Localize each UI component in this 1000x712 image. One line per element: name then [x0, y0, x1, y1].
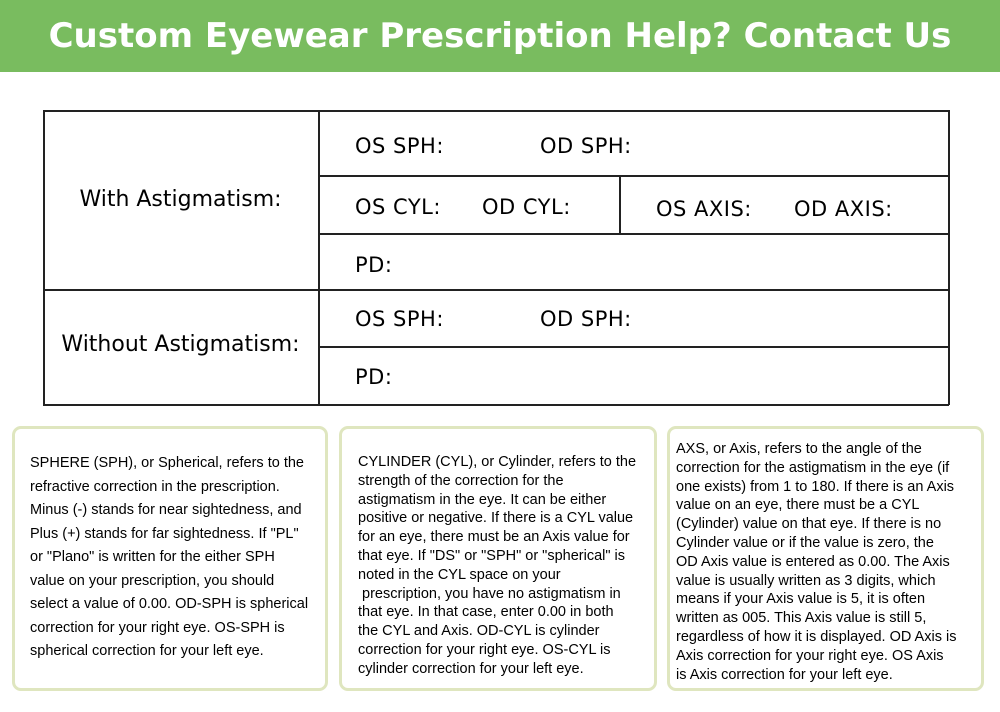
cylinder-info-line: positive or negative. If there is a CYL value: [358, 510, 634, 527]
cylinder-info-line: for an eye, there must be an Axis value for: [358, 529, 630, 546]
os-sph-field[interactable]: OS SPH:: [355, 134, 444, 158]
sphere-info-line: value on your prescription, you should: [30, 572, 275, 589]
table-section-divider: [43, 289, 949, 291]
axis-info-line: AXS, or Axis, refers to the angle of the: [676, 441, 922, 457]
axis-info-line: (Cylinder) value on that eye. If there is no: [676, 516, 942, 533]
os-sph-field-no-astigmatism[interactable]: OS SPH:: [355, 307, 444, 331]
table-border-left: [43, 110, 45, 405]
pd-field-no-astigmatism[interactable]: PD:: [355, 365, 393, 389]
axis-info-text: [676, 440, 956, 684]
sphere-info-line: select a value of 0.00. OD-SPH is spherical: [30, 596, 309, 612]
table-cell-divider: [619, 175, 621, 234]
sphere-info-line: spherical correction for your left eye.: [30, 643, 264, 659]
table-border-right: [948, 110, 950, 405]
od-cyl-field[interactable]: OD CYL:: [482, 195, 571, 219]
table-row-divider: [318, 346, 949, 348]
od-sph-field[interactable]: OD SPH:: [540, 134, 632, 158]
table-row-divider: [318, 233, 949, 235]
axis-info-line: value on an eye, there must be a CYL: [676, 497, 920, 514]
table-row-divider: [318, 175, 949, 177]
with-astigmatism-label: With Astigmatism:: [79, 187, 282, 212]
axis-info-line: Cylinder value or if the value is zero, the: [676, 534, 934, 551]
table-border-top: [43, 110, 949, 112]
cylinder-info-line: CYLINDER (CYL), or Cylinder, refers to the: [358, 454, 637, 470]
sphere-info-line: Minus (-) stands for near sightedness, and: [30, 502, 302, 518]
cylinder-info-line: noted in the CYL space on your: [358, 566, 561, 583]
cylinder-info-text: [358, 453, 636, 679]
os-cyl-field[interactable]: OS CYL:: [355, 195, 441, 219]
cylinder-info-line: prescription, you have no astigmatism in: [358, 585, 621, 602]
cylinder-info-line: strength of the correction for the: [358, 472, 564, 489]
axis-info-line: value is usually written as 3 digits, which: [676, 572, 936, 589]
axis-info-line: one exists) from 1 to 180. If there is an Axis: [676, 478, 955, 495]
page-title: Custom Eyewear Prescription Help? Contact Us: [48, 16, 952, 56]
os-axis-field[interactable]: OS AXIS:: [656, 197, 752, 221]
table-border-bottom: [43, 404, 949, 406]
cylinder-info-line: the CYL and Axis. OD-CYL is cylinder: [358, 623, 600, 640]
without-astigmatism-label: Without Astigmatism:: [61, 332, 300, 357]
cylinder-info-line: cylinder correction for your left eye.: [358, 660, 584, 677]
cylinder-info-line: correction for your right eye. OS-CYL is: [358, 641, 611, 658]
axis-info-line: correction for the astigmatism in the eye (if: [676, 459, 950, 476]
table-column-divider: [318, 110, 320, 405]
axis-info-line: written as 005. This Axis value is still 5,: [676, 610, 927, 627]
cylinder-info-line: that eye. In that case, enter 0.00 in both: [358, 604, 614, 621]
sphere-info-line: Plus (+) stands for far sightedness. If "PL": [30, 525, 299, 542]
cylinder-info-line: astigmatism in the eye. It can be either: [358, 491, 607, 508]
sphere-info-text: [30, 452, 308, 664]
od-sph-field-no-astigmatism[interactable]: OD SPH:: [540, 307, 632, 331]
cylinder-info-line: that eye. If "DS" or "SPH" or "spherical" is: [358, 547, 626, 564]
pd-field[interactable]: PD:: [355, 253, 393, 277]
sphere-info-line: SPHERE (SPH), or Spherical, refers to the: [30, 455, 304, 471]
sphere-info-line: refractive correction in the prescription.: [30, 478, 280, 495]
axis-info-line: Axis correction for your right eye. OS Axis: [676, 647, 944, 664]
axis-info-line: OD Axis value is entered as 0.00. The Axis: [676, 553, 950, 570]
axis-info-line: is Axis correction for your left eye.: [676, 666, 893, 683]
od-axis-field[interactable]: OD AXIS:: [794, 197, 893, 221]
axis-info-line: regardless of how it is displayed. OD Axis is: [676, 628, 957, 645]
axis-info-line: means if your Axis value is 5, it is often: [676, 591, 926, 608]
sphere-info-line: correction for your right eye. OS-SPH is: [30, 619, 285, 636]
prescription-form-table: [43, 110, 949, 405]
sphere-info-line: or "Plano" is written for the either SPH: [30, 549, 275, 565]
